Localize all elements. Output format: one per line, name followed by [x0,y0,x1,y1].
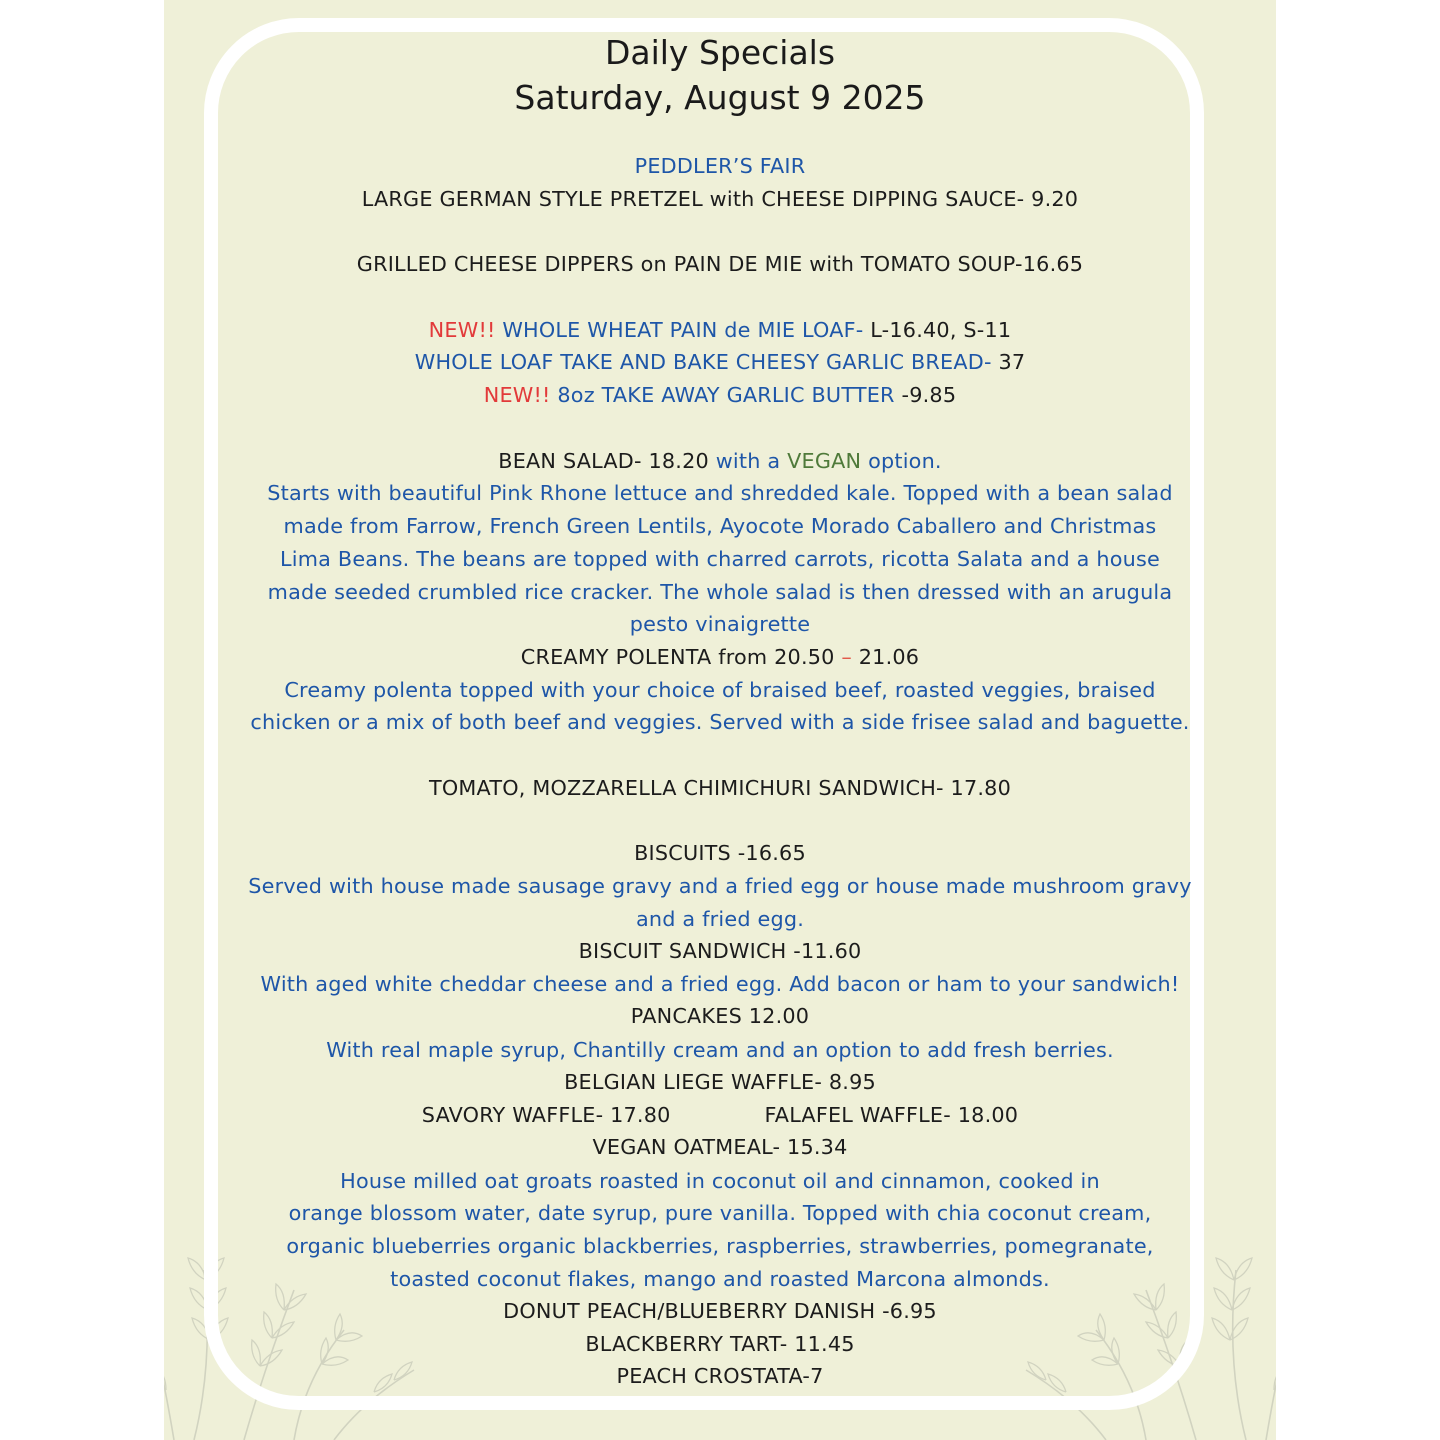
biscuits-desc: and a fried egg. [635,907,805,931]
bean-salad-with: with a [715,449,788,473]
bean-salad-desc: pesto vinaigrette [629,612,811,636]
polenta-desc: Creamy polenta topped with your choice of braised beef, roasted veggies, braised [284,678,1156,702]
biscuits-desc: Served with house made sausage gravy and a fried egg or house made mushroom gravy [248,874,1192,898]
polenta-desc: chicken or a mix of both beef and veggies. Served with a side frisee salad and baguette. [250,710,1190,734]
menu-date: Saturday, August 9 2025 [514,78,926,117]
garlic-butter-name: 8oz TAKE AWAY GARLIC BUTTER [550,383,902,407]
garlic-butter-price: -9.85 [901,383,957,407]
bean-salad-desc: made seeded crumbled rice cracker. The whole salad is then dressed with an arugula [267,580,1173,604]
sandwich-item: TOMATO, MOZZARELLA CHIMICHURI SANDWICH- 17.80 [428,776,1011,800]
polenta-price: 21.06 [851,645,920,669]
pretzel-item: LARGE GERMAN STYLE PRETZEL with CHEESE DIPPING SAUCE- 9.20 [361,187,1079,211]
vegan-label: VEGAN [787,449,862,473]
pancakes-desc: With real maple syrup, Chantilly cream and an option to add fresh berries. [326,1038,1114,1062]
oatmeal-desc: House milled oat groats roasted in coconut oil and cinnamon, cooked in [340,1169,1100,1193]
oatmeal-desc: toasted coconut flakes, mango and roasted Marcona almonds. [390,1267,1050,1291]
garlic-bread-name: WHOLE LOAF TAKE AND BAKE CHEESY GARLIC BREAD- [414,350,999,374]
tart-item: BLACKBERRY TART- 11.45 [585,1332,855,1356]
oatmeal-desc: organic blueberries organic blackberries, raspberries, strawberries, pomegranate, [286,1234,1154,1258]
danish-item: DONUT PEACH/BLUEBERRY DANISH -6.95 [503,1299,937,1323]
crostata-item: PEACH CROSTATA-7 [616,1364,824,1388]
wheat-loaf-price: L-16.40, S-11 [870,318,1012,342]
garlic-bread-price: 37 [998,350,1026,374]
garlic-butter-item [164,379,1276,411]
menu-poster [164,0,1276,1440]
wheat-loaf-name: WHOLE WHEAT PAIN de MIE LOAF- [495,318,871,342]
biscuit-sandwich-item: BISCUIT SANDWICH -11.60 [578,939,862,963]
biscuits-item: BISCUITS -16.65 [634,841,806,865]
savory-waffle-item: SAVORY WAFFLE- 17.80 [421,1103,671,1127]
waffle-pair [164,1099,1276,1131]
new-tag: NEW!! [483,383,551,407]
bean-salad-name: BEAN SALAD- 18.20 [498,449,716,473]
bean-salad-item [164,445,1276,477]
bean-salad-desc: made from Farrow, French Green Lentils, Ayocote Morado Caballero and Christmas [283,514,1157,538]
polenta-dash: – [841,645,852,669]
new-tag: NEW!! [428,318,496,342]
wheat-loaf-item [164,314,1276,346]
menu-title: Daily Specials [604,33,836,72]
oatmeal-desc: orange blossom water, date syrup, pure vanilla. Topped with chia coconut cream, [288,1201,1152,1225]
garlic-bread-item [164,346,1276,378]
pancakes-item: PANCAKES 12.00 [630,1004,810,1028]
polenta-item [164,641,1276,673]
grilled-cheese-item: GRILLED CHEESE DIPPERS on PAIN DE MIE with TOMATO SOUP-16.65 [356,252,1084,276]
polenta-name: CREAMY POLENTA from 20.50 [520,645,842,669]
peddlers-fair-heading: PEDDLER’S FAIR [634,154,806,178]
bean-salad-desc: Starts with beautiful Pink Rhone lettuce and shredded kale. Topped with a bean salad [267,481,1173,505]
biscuit-sandwich-desc: With aged white cheddar cheese and a fried egg. Add bacon or ham to your sandwich! [260,972,1180,996]
bean-salad-desc: Lima Beans. The beans are topped with charred carrots, ricotta Salata and a house [279,547,1160,571]
oatmeal-item: VEGAN OATMEAL- 15.34 [592,1135,848,1159]
falafel-waffle-item: FALAFEL WAFFLE- 18.00 [764,1103,1019,1127]
bean-salad-option: option. [861,449,942,473]
belgian-waffle-item: BELGIAN LIEGE WAFFLE- 8.95 [564,1070,876,1094]
